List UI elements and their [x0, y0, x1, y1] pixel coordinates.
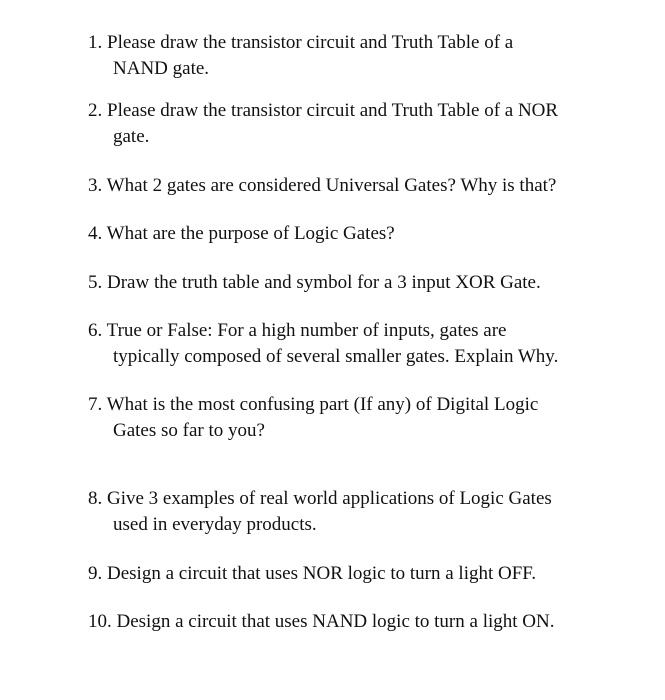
question-5-line-1	[88, 270, 628, 296]
question-1-line-2: NAND gate.	[113, 58, 210, 79]
question-2	[88, 98, 628, 150]
question-2-text: Please draw the transistor circuit and Truth Table of a NOR	[107, 100, 559, 121]
question-3	[88, 173, 628, 199]
question-9-line-1	[88, 561, 628, 587]
question-7-text: What is the most confusing part (If any) of Digital Logic	[106, 394, 539, 415]
question-8	[88, 486, 628, 538]
question-9	[88, 561, 628, 587]
question-7-number: 7.	[88, 394, 103, 415]
question-7-line-2: Gates so far to you?	[113, 420, 265, 441]
question-10-line-1	[88, 609, 628, 635]
question-4-number: 4.	[88, 223, 103, 244]
question-8-line-2: used in everyday products.	[113, 514, 317, 535]
question-3-line-1	[88, 173, 628, 199]
question-4-line-1	[88, 221, 628, 247]
question-8-number: 8.	[88, 488, 103, 509]
question-9-number: 9.	[88, 563, 103, 584]
question-2-line-1	[88, 98, 628, 124]
question-2-number: 2.	[88, 100, 103, 121]
question-5	[88, 270, 628, 296]
question-10-number: 10.	[88, 611, 112, 632]
question-2-line-2: gate.	[113, 126, 150, 147]
question-6	[88, 318, 628, 370]
question-7-line-1	[88, 392, 628, 418]
question-9-text: Design a circuit that uses NOR logic to turn a light OFF.	[107, 563, 537, 584]
question-6-line-1	[88, 318, 628, 344]
question-6-line-2: typically composed of several smaller gates. Explain Why.	[113, 346, 559, 367]
question-5-text: Draw the truth table and symbol for a 3 input XOR Gate.	[107, 272, 541, 293]
question-10-text: Design a circuit that uses NAND logic to turn a light ON.	[116, 611, 555, 632]
question-8-line-1	[88, 486, 628, 512]
question-4	[88, 221, 628, 247]
question-10	[88, 609, 628, 635]
question-1-number: 1.	[88, 32, 103, 53]
question-7	[88, 392, 628, 444]
question-3-text: What 2 gates are considered Universal Gates? Why is that?	[106, 175, 557, 196]
question-6-number: 6.	[88, 320, 103, 341]
question-1-text: Please draw the transistor circuit and Truth Table of a	[107, 32, 514, 53]
question-1-line-1	[88, 30, 628, 56]
question-4-text: What are the purpose of Logic Gates?	[106, 223, 395, 244]
question-5-number: 5.	[88, 272, 103, 293]
question-1	[88, 30, 628, 82]
question-6-text: True or False: For a high number of inputs, gates are	[106, 320, 507, 341]
question-8-text: Give 3 examples of real world applications of Logic Gates	[107, 488, 552, 509]
question-3-number: 3.	[88, 175, 103, 196]
